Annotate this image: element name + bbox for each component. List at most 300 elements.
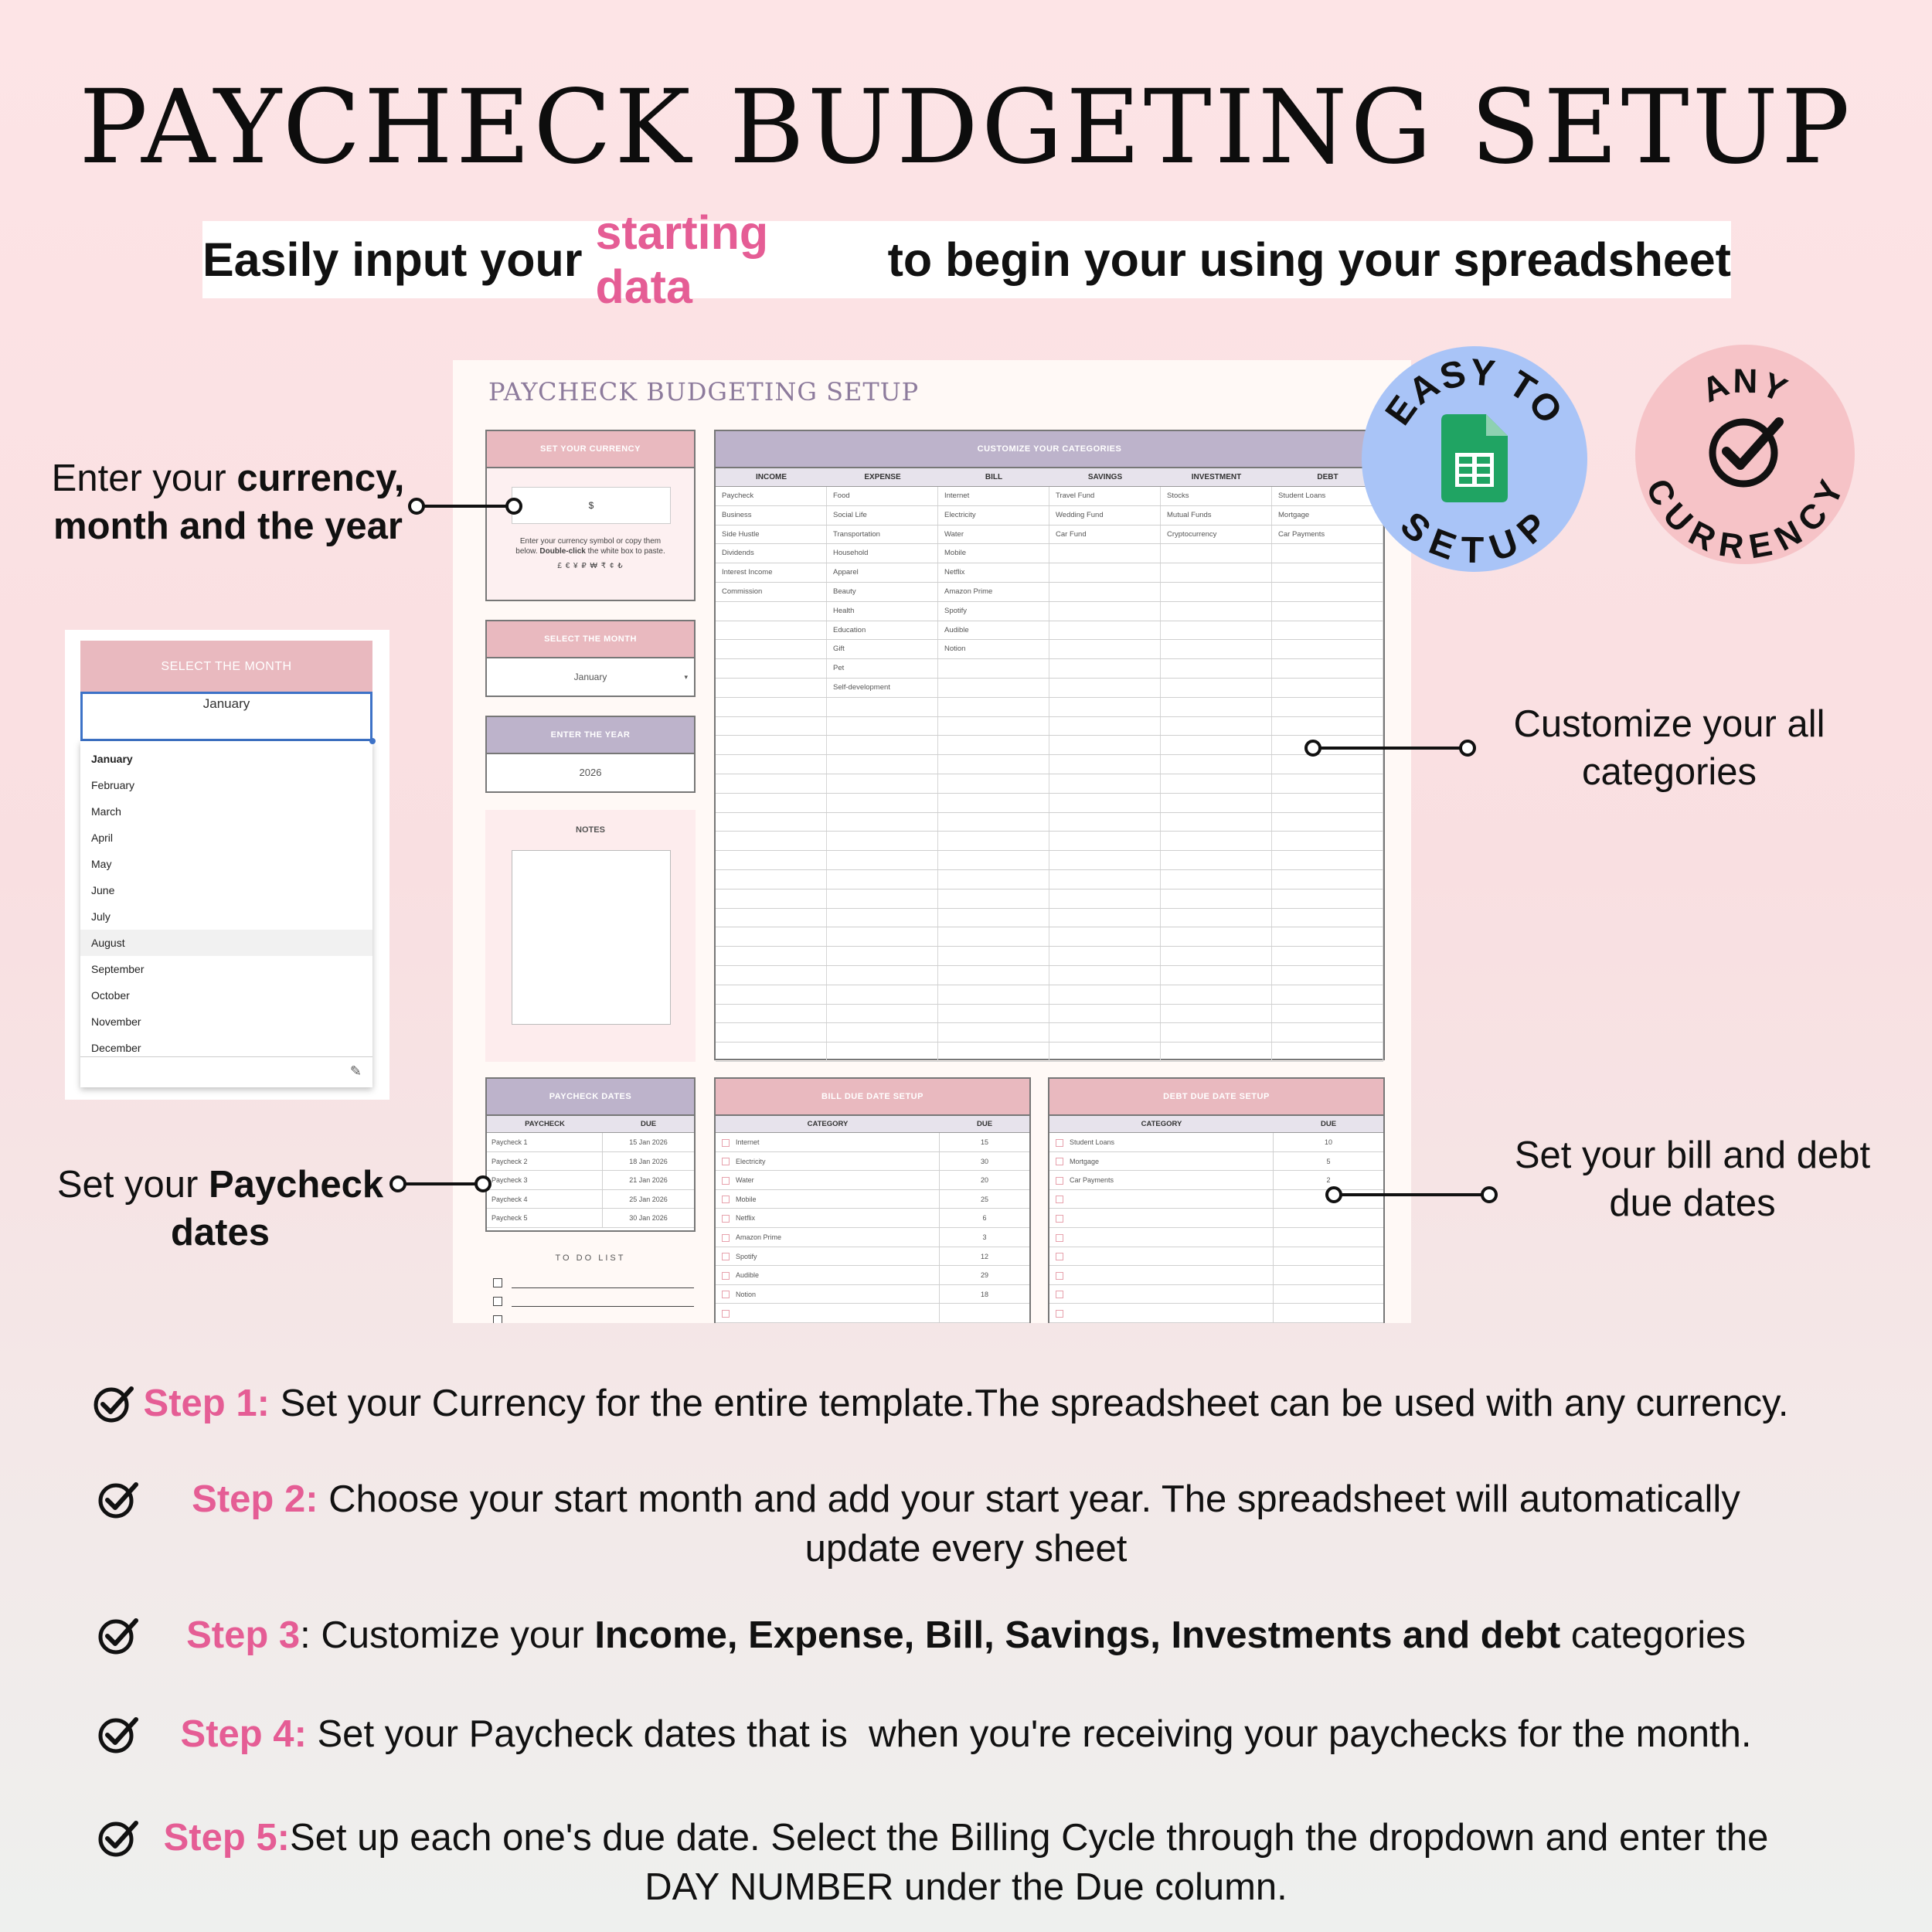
category-cell[interactable] bbox=[1161, 544, 1272, 563]
month-option-october[interactable]: October bbox=[91, 989, 130, 1002]
due-category[interactable] bbox=[716, 1228, 940, 1247]
paycheck-due-date[interactable]: 21 Jan 2026 bbox=[629, 1176, 668, 1185]
row-checkbox[interactable] bbox=[722, 1177, 730, 1185]
category-cell[interactable] bbox=[1272, 927, 1383, 946]
category-cell[interactable] bbox=[827, 774, 938, 793]
month-option-november[interactable]: November bbox=[91, 1015, 141, 1028]
row-checkbox[interactable] bbox=[722, 1215, 730, 1223]
category-cell[interactable] bbox=[1161, 583, 1272, 601]
category-cell[interactable] bbox=[1272, 717, 1383, 736]
paycheck-name: Paycheck 4 bbox=[487, 1190, 603, 1209]
category-cell[interactable] bbox=[716, 659, 827, 678]
due-row bbox=[716, 1247, 1029, 1267]
due-category-label: Electricity bbox=[736, 1157, 766, 1165]
category-cell[interactable] bbox=[1161, 813, 1272, 832]
category-cell[interactable] bbox=[938, 966, 1049, 985]
row-checkbox[interactable] bbox=[1056, 1139, 1063, 1147]
category-cell[interactable] bbox=[1272, 889, 1383, 908]
month-value: January bbox=[573, 672, 607, 682]
callout-due: Set your bill and debt due dates bbox=[1514, 1134, 1871, 1224]
category-cell[interactable]: Pet bbox=[827, 659, 938, 678]
category-cell[interactable]: Gift bbox=[827, 640, 938, 658]
pencil-icon[interactable]: ✎ bbox=[349, 1063, 362, 1079]
category-cell[interactable] bbox=[1272, 909, 1383, 927]
category-cell[interactable]: Paycheck bbox=[716, 487, 827, 505]
row-checkbox[interactable] bbox=[1056, 1310, 1063, 1318]
notes-textarea[interactable] bbox=[512, 850, 671, 1025]
due-day[interactable]: 3 bbox=[982, 1233, 987, 1241]
row-checkbox[interactable] bbox=[1056, 1272, 1063, 1280]
category-cell[interactable] bbox=[1272, 698, 1383, 716]
todo-checkbox[interactable] bbox=[493, 1278, 502, 1287]
category-cell[interactable] bbox=[1161, 985, 1272, 1004]
category-cell[interactable] bbox=[1272, 794, 1383, 812]
category-cell[interactable]: Self-development bbox=[827, 679, 938, 697]
category-cell[interactable] bbox=[938, 659, 1049, 678]
category-cell[interactable] bbox=[938, 698, 1049, 716]
category-cell[interactable] bbox=[1161, 774, 1272, 793]
category-cell[interactable] bbox=[827, 870, 938, 889]
category-cell[interactable] bbox=[938, 927, 1049, 946]
category-cell[interactable] bbox=[716, 602, 827, 621]
category-cell[interactable] bbox=[938, 1023, 1049, 1042]
due-category[interactable] bbox=[716, 1209, 940, 1227]
category-cell[interactable]: Business bbox=[716, 506, 827, 525]
category-cell[interactable]: Mobile bbox=[938, 544, 1049, 563]
due-day[interactable]: 29 bbox=[980, 1271, 988, 1280]
category-cell[interactable]: Commission bbox=[716, 583, 827, 601]
category-cell[interactable]: Amazon Prime bbox=[938, 583, 1049, 601]
category-cell[interactable] bbox=[938, 679, 1049, 697]
todo-checkbox[interactable] bbox=[493, 1297, 502, 1306]
category-cell[interactable] bbox=[1161, 679, 1272, 697]
category-cell[interactable]: Household bbox=[827, 544, 938, 563]
category-cell[interactable] bbox=[716, 966, 827, 985]
category-cell[interactable] bbox=[1161, 640, 1272, 658]
paycheck-name: Paycheck 1 bbox=[487, 1133, 603, 1151]
category-cell[interactable] bbox=[827, 927, 938, 946]
paycheck-name: Paycheck 3 bbox=[487, 1171, 603, 1189]
due-category[interactable] bbox=[1049, 1228, 1274, 1247]
category-cell[interactable] bbox=[1049, 717, 1161, 736]
callout-due-line bbox=[1341, 1193, 1491, 1196]
category-cell[interactable] bbox=[1049, 1005, 1161, 1023]
category-cell[interactable] bbox=[716, 870, 827, 889]
due-category[interactable] bbox=[716, 1247, 940, 1266]
category-cell[interactable] bbox=[1161, 602, 1272, 621]
month-select[interactable] bbox=[487, 658, 694, 696]
due-category[interactable] bbox=[1049, 1285, 1274, 1304]
year-input[interactable]: 2026 bbox=[579, 767, 602, 778]
due-category[interactable] bbox=[1049, 1304, 1274, 1322]
due-category[interactable] bbox=[716, 1266, 940, 1284]
row-checkbox[interactable] bbox=[1056, 1291, 1063, 1298]
category-cell[interactable] bbox=[1272, 832, 1383, 850]
todo-line[interactable] bbox=[512, 1306, 694, 1307]
category-cell[interactable]: Electricity bbox=[938, 506, 1049, 525]
category-cell[interactable] bbox=[716, 927, 827, 946]
category-cell[interactable] bbox=[716, 851, 827, 869]
due-day[interactable]: 2 bbox=[1326, 1176, 1331, 1185]
due-day[interactable]: 15 bbox=[980, 1138, 988, 1146]
category-cell[interactable] bbox=[938, 909, 1049, 927]
category-cell[interactable] bbox=[1049, 870, 1161, 889]
category-cell[interactable] bbox=[938, 889, 1049, 908]
row-checkbox[interactable] bbox=[1056, 1177, 1063, 1185]
category-cell[interactable] bbox=[1161, 755, 1272, 774]
category-cell[interactable] bbox=[1049, 755, 1161, 774]
category-cell[interactable]: Stocks bbox=[1161, 487, 1272, 505]
month-option-july[interactable]: July bbox=[91, 910, 111, 923]
category-column-expense: EXPENSE bbox=[864, 473, 901, 481]
category-cell[interactable]: Netflix bbox=[938, 563, 1049, 582]
category-cell[interactable] bbox=[1161, 870, 1272, 889]
category-cell[interactable] bbox=[1272, 851, 1383, 869]
category-cell[interactable] bbox=[1161, 698, 1272, 716]
month-option-february[interactable]: February bbox=[91, 779, 135, 791]
due-day[interactable]: 10 bbox=[1324, 1138, 1332, 1146]
row-checkbox[interactable] bbox=[722, 1253, 730, 1260]
category-cell[interactable] bbox=[827, 889, 938, 908]
category-row bbox=[716, 526, 1383, 545]
category-cell[interactable] bbox=[1161, 851, 1272, 869]
category-cell[interactable]: Wedding Fund bbox=[1049, 506, 1161, 525]
category-cell[interactable] bbox=[1272, 985, 1383, 1004]
category-cell[interactable] bbox=[1161, 909, 1272, 927]
category-cell[interactable] bbox=[1049, 563, 1161, 582]
category-cell[interactable]: Interest Income bbox=[716, 563, 827, 582]
row-checkbox[interactable] bbox=[1056, 1158, 1063, 1165]
category-cell[interactable] bbox=[938, 794, 1049, 812]
category-cell[interactable] bbox=[827, 698, 938, 716]
category-row bbox=[716, 966, 1383, 985]
due-category[interactable] bbox=[716, 1304, 940, 1322]
category-cell[interactable] bbox=[1049, 889, 1161, 908]
category-cell[interactable] bbox=[827, 794, 938, 812]
category-cell[interactable] bbox=[1049, 736, 1161, 754]
month-option-august[interactable]: August bbox=[80, 930, 372, 956]
category-cell[interactable] bbox=[716, 755, 827, 774]
category-cell[interactable] bbox=[716, 832, 827, 850]
category-cell[interactable] bbox=[1049, 774, 1161, 793]
category-cell[interactable] bbox=[1049, 1043, 1161, 1061]
row-checkbox[interactable] bbox=[722, 1139, 730, 1147]
category-cell[interactable] bbox=[827, 851, 938, 869]
due-category[interactable] bbox=[1049, 1209, 1274, 1227]
category-cell[interactable] bbox=[1272, 659, 1383, 678]
step-line bbox=[0, 1709, 1932, 1759]
category-cell[interactable] bbox=[716, 736, 827, 754]
category-cell[interactable] bbox=[1272, 966, 1383, 985]
category-cell[interactable] bbox=[1272, 1043, 1383, 1061]
due-category[interactable] bbox=[716, 1133, 940, 1151]
month-option-june[interactable]: June bbox=[91, 884, 115, 896]
category-cell[interactable] bbox=[1049, 966, 1161, 985]
category-cell[interactable] bbox=[1161, 621, 1272, 640]
category-cell[interactable] bbox=[1161, 927, 1272, 946]
category-cell[interactable] bbox=[1272, 755, 1383, 774]
month-option-december[interactable]: December bbox=[91, 1042, 141, 1054]
category-cell[interactable] bbox=[938, 774, 1049, 793]
category-cell[interactable] bbox=[716, 640, 827, 658]
category-cell[interactable] bbox=[1161, 717, 1272, 736]
category-cell[interactable] bbox=[1272, 736, 1383, 754]
paycheck-due-date[interactable]: 25 Jan 2026 bbox=[629, 1195, 668, 1203]
paycheck-due-date[interactable]: 30 Jan 2026 bbox=[629, 1214, 668, 1223]
category-row bbox=[716, 679, 1383, 698]
category-cell[interactable] bbox=[1161, 794, 1272, 812]
category-cell[interactable] bbox=[827, 736, 938, 754]
due-day[interactable]: 18 bbox=[980, 1290, 988, 1298]
paycheck-due-date[interactable]: 15 Jan 2026 bbox=[629, 1138, 668, 1146]
due-day[interactable]: 6 bbox=[982, 1214, 987, 1223]
category-cell[interactable] bbox=[827, 755, 938, 774]
category-cell[interactable] bbox=[716, 947, 827, 965]
due-day[interactable]: 30 bbox=[980, 1157, 988, 1165]
category-cell[interactable] bbox=[1161, 832, 1272, 850]
category-cell[interactable]: Mutual Funds bbox=[1161, 506, 1272, 525]
category-row bbox=[716, 985, 1383, 1005]
paycheck-due-date[interactable]: 18 Jan 2026 bbox=[629, 1157, 668, 1165]
category-cell[interactable] bbox=[1049, 640, 1161, 658]
category-cell[interactable] bbox=[1161, 563, 1272, 582]
row-checkbox[interactable] bbox=[722, 1196, 730, 1203]
row-checkbox[interactable] bbox=[722, 1310, 730, 1318]
currency-input[interactable]: $ bbox=[512, 487, 671, 524]
due-day[interactable]: 12 bbox=[980, 1252, 988, 1260]
category-cell[interactable] bbox=[827, 1005, 938, 1023]
category-cell[interactable] bbox=[827, 909, 938, 927]
category-cell[interactable] bbox=[1161, 1023, 1272, 1042]
row-checkbox[interactable] bbox=[1056, 1234, 1063, 1242]
category-cell[interactable]: Education bbox=[827, 621, 938, 640]
category-cell[interactable] bbox=[827, 1023, 938, 1042]
category-cell[interactable]: Mortgage bbox=[1272, 506, 1383, 525]
category-cell[interactable] bbox=[1272, 947, 1383, 965]
category-cell[interactable]: Notion bbox=[938, 640, 1049, 658]
category-cell[interactable] bbox=[716, 909, 827, 927]
month-option-january[interactable]: January bbox=[91, 753, 133, 765]
category-cell[interactable] bbox=[827, 832, 938, 850]
category-cell[interactable] bbox=[827, 966, 938, 985]
row-checkbox[interactable] bbox=[1056, 1253, 1063, 1260]
due-day[interactable]: 25 bbox=[980, 1195, 988, 1203]
category-cell[interactable] bbox=[1049, 851, 1161, 869]
category-cell[interactable] bbox=[1272, 602, 1383, 621]
category-cell[interactable] bbox=[1049, 602, 1161, 621]
month-option-september[interactable]: September bbox=[91, 963, 145, 975]
category-row bbox=[716, 506, 1383, 526]
category-cell[interactable] bbox=[1049, 927, 1161, 946]
category-cell[interactable]: Food bbox=[827, 487, 938, 505]
step-text: Set up each one's due date. Select the Billing Cycle through the dropdown and enter the bbox=[289, 1817, 1769, 1859]
category-cell[interactable] bbox=[716, 717, 827, 736]
category-cell[interactable] bbox=[1272, 583, 1383, 601]
category-cell[interactable] bbox=[1272, 679, 1383, 697]
category-cell[interactable] bbox=[716, 1023, 827, 1042]
due-day[interactable]: 20 bbox=[980, 1176, 988, 1185]
due-category[interactable] bbox=[1049, 1266, 1274, 1284]
due-category-label: Mobile bbox=[736, 1195, 757, 1203]
due-day[interactable] bbox=[1274, 1266, 1383, 1284]
currency-header: SET YOUR CURRENCY bbox=[487, 431, 694, 468]
category-cell[interactable] bbox=[1049, 679, 1161, 697]
category-cell[interactable] bbox=[1272, 870, 1383, 889]
category-cell[interactable]: Water bbox=[938, 526, 1049, 544]
category-cell[interactable] bbox=[938, 736, 1049, 754]
due-category[interactable] bbox=[1049, 1247, 1274, 1266]
due-day[interactable] bbox=[940, 1304, 1029, 1322]
month-popup-input[interactable]: January bbox=[80, 692, 372, 741]
category-cell[interactable]: Beauty bbox=[827, 583, 938, 601]
category-cell[interactable] bbox=[827, 985, 938, 1004]
category-row bbox=[716, 621, 1383, 641]
category-cell[interactable] bbox=[827, 813, 938, 832]
due-category[interactable] bbox=[716, 1171, 940, 1189]
category-cell[interactable] bbox=[827, 947, 938, 965]
category-cell[interactable]: Internet bbox=[938, 487, 1049, 505]
category-row bbox=[716, 640, 1383, 659]
category-cell[interactable] bbox=[938, 1043, 1049, 1061]
due-day[interactable] bbox=[1274, 1304, 1383, 1322]
category-cell[interactable] bbox=[1049, 947, 1161, 965]
due-category[interactable] bbox=[716, 1152, 940, 1171]
row-checkbox[interactable] bbox=[1056, 1196, 1063, 1203]
month-option-march[interactable]: March bbox=[91, 805, 121, 818]
currency-text: CURRENCY bbox=[1638, 473, 1852, 564]
category-cell[interactable] bbox=[1272, 621, 1383, 640]
row-checkbox[interactable] bbox=[722, 1272, 730, 1280]
category-cell[interactable] bbox=[1161, 1005, 1272, 1023]
month-option-may[interactable]: May bbox=[91, 858, 112, 870]
due-category[interactable] bbox=[1049, 1152, 1274, 1171]
todo-item bbox=[485, 1292, 696, 1311]
category-cell[interactable]: Dividends bbox=[716, 544, 827, 563]
category-cell[interactable]: Side Hustle bbox=[716, 526, 827, 544]
sheet-title: PAYCHECK BUDGETING SETUP bbox=[488, 377, 920, 406]
category-cell[interactable]: Transportation bbox=[827, 526, 938, 544]
category-cell[interactable]: Social Life bbox=[827, 506, 938, 525]
category-cell[interactable] bbox=[1272, 813, 1383, 832]
category-cell[interactable] bbox=[1272, 1023, 1383, 1042]
category-cell[interactable] bbox=[1049, 621, 1161, 640]
category-cell[interactable] bbox=[716, 813, 827, 832]
category-cell[interactable] bbox=[716, 679, 827, 697]
categories-panel bbox=[714, 430, 1385, 1060]
row-checkbox[interactable] bbox=[722, 1158, 730, 1165]
category-cell[interactable] bbox=[1161, 966, 1272, 985]
due-day[interactable] bbox=[1274, 1285, 1383, 1304]
easy-to-text: EASY TO bbox=[1377, 352, 1571, 433]
category-cell[interactable] bbox=[1161, 947, 1272, 965]
row-checkbox[interactable] bbox=[722, 1291, 730, 1298]
category-cell[interactable] bbox=[827, 1043, 938, 1061]
category-cell[interactable] bbox=[938, 851, 1049, 869]
paycheck-dates-header: PAYCHECK DATES bbox=[487, 1079, 694, 1116]
category-cell[interactable] bbox=[1049, 794, 1161, 812]
category-cell[interactable] bbox=[1272, 774, 1383, 793]
category-cell[interactable]: Travel Fund bbox=[1049, 487, 1161, 505]
due-category[interactable] bbox=[1049, 1171, 1274, 1189]
month-option-april[interactable]: April bbox=[91, 832, 114, 844]
category-cell[interactable] bbox=[938, 870, 1049, 889]
due-day[interactable] bbox=[1274, 1209, 1383, 1227]
category-cell[interactable] bbox=[938, 1005, 1049, 1023]
category-cell[interactable] bbox=[1161, 736, 1272, 754]
category-cell[interactable]: Spotify bbox=[938, 602, 1049, 621]
category-cell[interactable] bbox=[938, 813, 1049, 832]
svg-text:SETUP bbox=[1393, 505, 1556, 572]
category-cell[interactable]: Audible bbox=[938, 621, 1049, 640]
category-cell[interactable] bbox=[716, 985, 827, 1004]
category-cell[interactable] bbox=[1049, 659, 1161, 678]
category-cell[interactable] bbox=[1049, 909, 1161, 927]
row-checkbox[interactable] bbox=[722, 1234, 730, 1242]
category-cell[interactable] bbox=[1049, 832, 1161, 850]
due-category-label: Water bbox=[736, 1176, 754, 1185]
row-checkbox[interactable] bbox=[1056, 1215, 1063, 1223]
step-4 bbox=[0, 1709, 1932, 1759]
category-cell[interactable] bbox=[1049, 1023, 1161, 1042]
category-cell[interactable] bbox=[938, 947, 1049, 965]
category-cell[interactable] bbox=[938, 717, 1049, 736]
category-cell[interactable] bbox=[716, 621, 827, 640]
category-cell[interactable] bbox=[716, 1043, 827, 1061]
category-cell[interactable]: Cryptocurrency bbox=[1161, 526, 1272, 544]
category-cell[interactable]: Student Loans bbox=[1272, 487, 1383, 505]
category-cell[interactable] bbox=[716, 774, 827, 793]
category-cell[interactable] bbox=[1049, 698, 1161, 716]
category-row bbox=[716, 794, 1383, 813]
category-cell[interactable] bbox=[716, 794, 827, 812]
category-cell[interactable] bbox=[827, 717, 938, 736]
category-row bbox=[716, 755, 1383, 774]
category-cell[interactable] bbox=[1049, 544, 1161, 563]
category-cell[interactable]: Apparel bbox=[827, 563, 938, 582]
due-category[interactable] bbox=[716, 1190, 940, 1209]
category-cell[interactable] bbox=[938, 755, 1049, 774]
category-cell[interactable] bbox=[716, 889, 827, 908]
category-cell[interactable] bbox=[1049, 813, 1161, 832]
category-cell[interactable] bbox=[716, 698, 827, 716]
due-day[interactable] bbox=[1274, 1247, 1383, 1266]
due-category[interactable] bbox=[1049, 1133, 1274, 1151]
category-cell[interactable] bbox=[938, 985, 1049, 1004]
category-cell[interactable] bbox=[1161, 659, 1272, 678]
todo-line[interactable] bbox=[512, 1287, 694, 1288]
category-row bbox=[716, 698, 1383, 717]
category-cell[interactable] bbox=[1272, 1005, 1383, 1023]
category-cell[interactable] bbox=[1272, 640, 1383, 658]
category-cell[interactable] bbox=[716, 1005, 827, 1023]
due-day[interactable] bbox=[1274, 1228, 1383, 1247]
category-cell[interactable] bbox=[1049, 985, 1161, 1004]
due-category[interactable] bbox=[1049, 1190, 1274, 1209]
category-cell[interactable] bbox=[1161, 889, 1272, 908]
due-row bbox=[716, 1209, 1029, 1228]
category-cell[interactable]: Health bbox=[827, 602, 938, 621]
due-day[interactable]: 5 bbox=[1326, 1157, 1331, 1165]
category-cell[interactable]: Car Fund bbox=[1049, 526, 1161, 544]
due-category[interactable] bbox=[716, 1285, 940, 1304]
category-cell[interactable] bbox=[938, 832, 1049, 850]
category-cell[interactable] bbox=[1161, 1043, 1272, 1061]
todo-checkbox[interactable] bbox=[493, 1315, 502, 1323]
category-cell[interactable]: Car Payments bbox=[1272, 526, 1383, 544]
todo-item bbox=[485, 1274, 696, 1292]
due-category-label: Spotify bbox=[736, 1252, 757, 1260]
category-cell[interactable] bbox=[1049, 583, 1161, 601]
